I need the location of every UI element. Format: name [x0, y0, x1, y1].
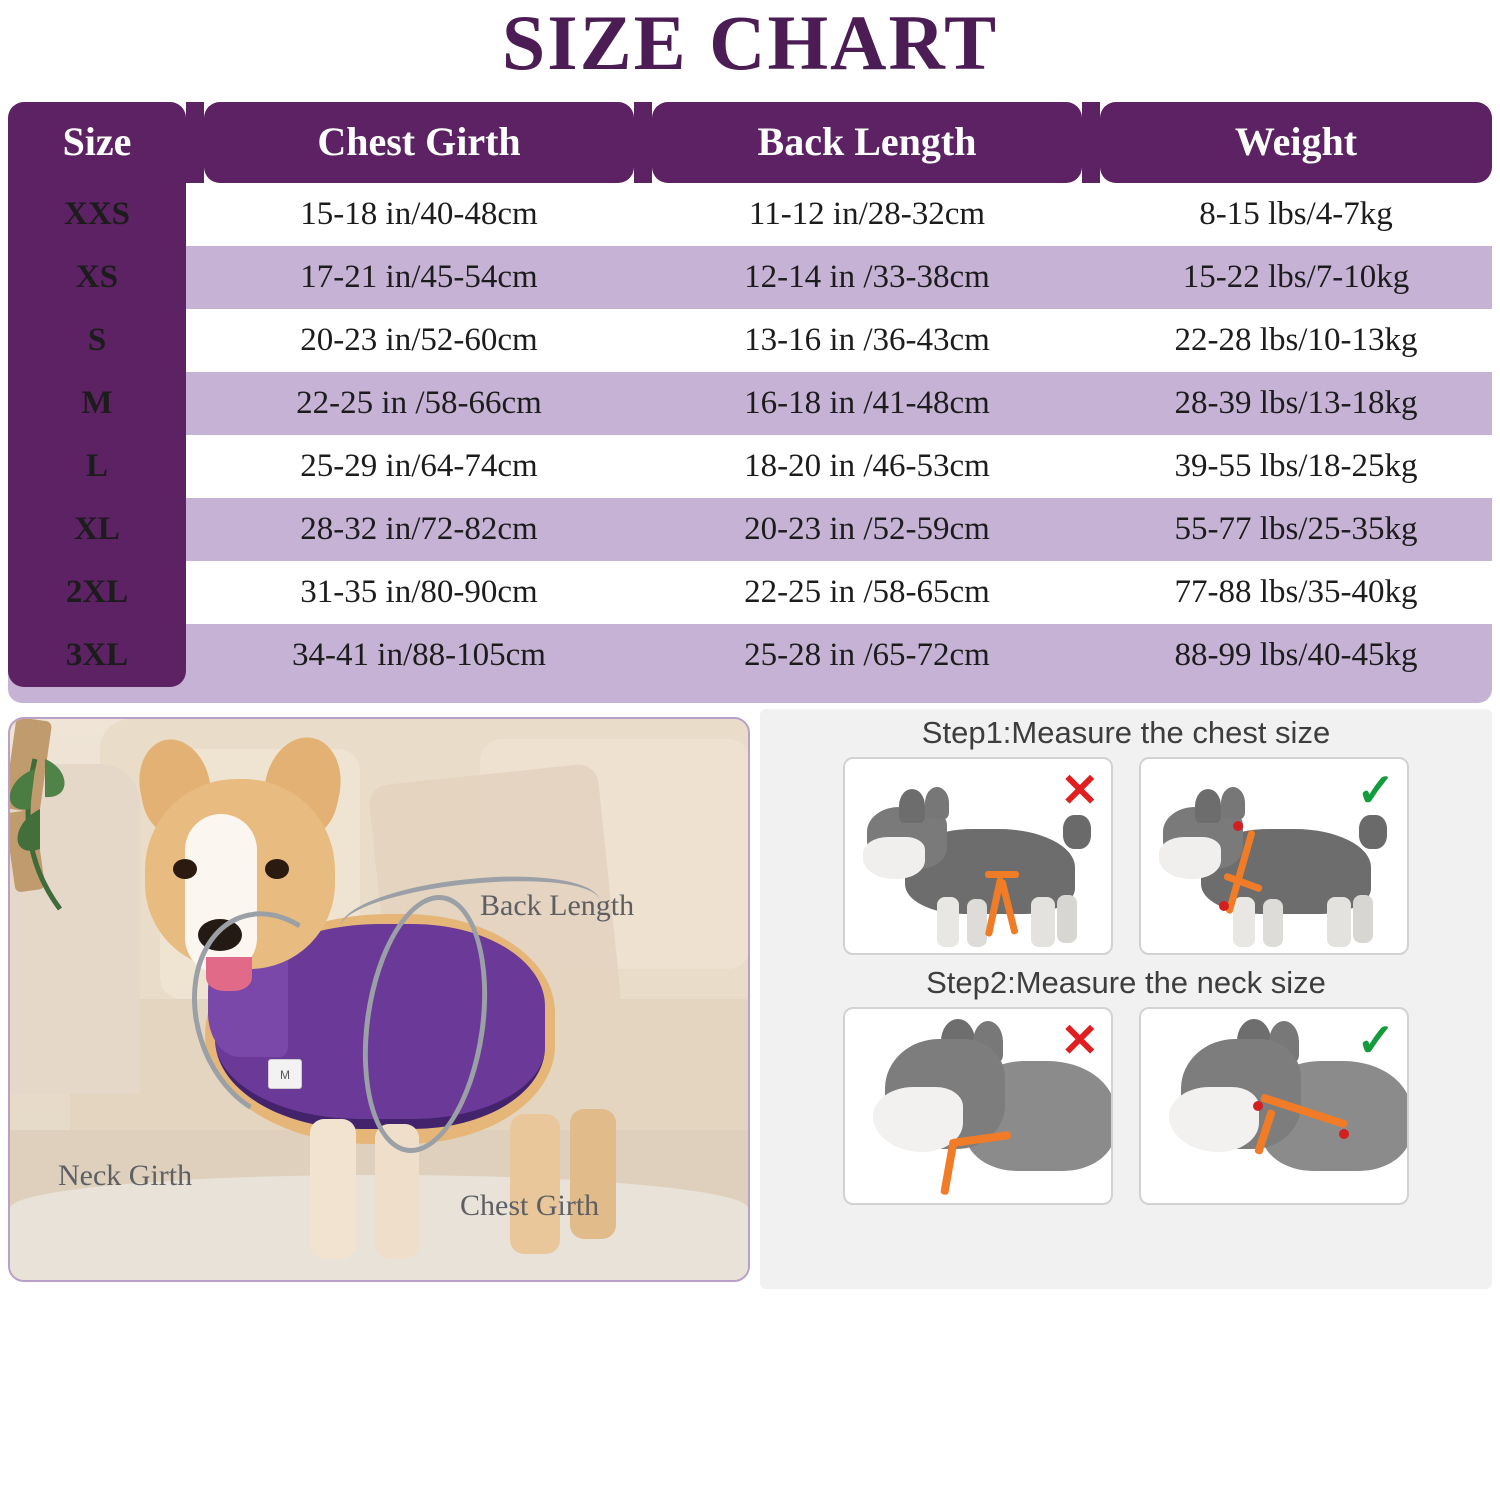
cell-gap: [634, 435, 652, 498]
plant-icon: [8, 739, 90, 919]
bottom-section: [0, 709, 1500, 1289]
cell-size: XS: [8, 246, 186, 309]
cell-gap: [186, 183, 204, 246]
measure-point: [1253, 1101, 1263, 1111]
step2-cards: [760, 1005, 1492, 1205]
cell-back: 11-12 in/28-32cm: [652, 183, 1082, 246]
cell-size: M: [8, 372, 186, 435]
cell-chest: 25-29 in/64-74cm: [204, 435, 634, 498]
dog-hind-leg: [1057, 895, 1077, 943]
cell-gap: [186, 498, 204, 561]
cell-back: 13-16 in /36-43cm: [652, 309, 1082, 372]
cell-gap: [1082, 435, 1100, 498]
wrong-mark-icon: ✕: [1060, 763, 1099, 816]
table-header-row: [8, 102, 1492, 183]
table-row: [8, 624, 1492, 687]
measure-steps-panel: [760, 709, 1492, 1289]
cell-gap: [186, 561, 204, 624]
table-row: [8, 246, 1492, 309]
cell-gap: [186, 309, 204, 372]
cell-gap: [1082, 498, 1100, 561]
dog-ear: [1221, 787, 1245, 819]
cell-chest: 17-21 in/45-54cm: [204, 246, 634, 309]
cell-chest: 31-35 in/80-90cm: [204, 561, 634, 624]
cell-gap: [186, 246, 204, 309]
table-row: [8, 498, 1492, 561]
cell-weight: 39-55 lbs/18-25kg: [1100, 435, 1492, 498]
dog-hind-leg: [1353, 895, 1373, 943]
step2-wrong-card: [843, 1007, 1113, 1205]
cell-weight: 8-15 lbs/4-7kg: [1100, 183, 1492, 246]
table-row: [8, 561, 1492, 624]
dog-tail: [1359, 815, 1387, 849]
product-photo: [8, 717, 750, 1282]
dog-beard: [1159, 837, 1221, 879]
measure-point: [1219, 901, 1229, 911]
table-row: [8, 435, 1492, 498]
dog-eye: [265, 859, 289, 879]
cell-weight: 28-39 lbs/13-18kg: [1100, 372, 1492, 435]
cell-gap: [634, 309, 652, 372]
dog-beard: [863, 837, 925, 879]
cell-gap: [1082, 246, 1100, 309]
cell-gap: [634, 372, 652, 435]
dog-hind-leg: [1031, 897, 1055, 947]
step1-title: Step1:Measure the chest size: [921, 714, 1331, 750]
header-gap: [1082, 102, 1100, 183]
cell-gap: [634, 624, 652, 687]
dog-front-leg: [937, 897, 959, 947]
step2-right-card: [1139, 1007, 1409, 1205]
table-row: [8, 309, 1492, 372]
cell-gap: [186, 624, 204, 687]
cell-gap: [634, 498, 652, 561]
dog-hind-leg: [510, 1114, 560, 1254]
measure-point: [1233, 821, 1243, 831]
cell-chest: 22-25 in /58-66cm: [204, 372, 634, 435]
measure-point: [1339, 1129, 1349, 1139]
column-header-back-length: Back Length: [652, 102, 1082, 183]
cell-back: 16-18 in /41-48cm: [652, 372, 1082, 435]
cell-gap: [1082, 309, 1100, 372]
column-header-weight: Weight: [1100, 102, 1492, 183]
cell-size: XXS: [8, 183, 186, 246]
dog-front-leg: [310, 1119, 356, 1259]
cell-size: XL: [8, 498, 186, 561]
step1-wrong-card: [843, 757, 1113, 955]
dog-front-leg: [1263, 899, 1283, 947]
step1-right-card: [1139, 757, 1409, 955]
cell-weight: 77-88 lbs/35-40kg: [1100, 561, 1492, 624]
dog-front-leg: [967, 899, 987, 947]
cell-weight: 55-77 lbs/25-35kg: [1100, 498, 1492, 561]
cell-weight: 22-28 lbs/10-13kg: [1100, 309, 1492, 372]
cell-back: 12-14 in /33-38cm: [652, 246, 1082, 309]
cell-gap: [634, 561, 652, 624]
cell-chest: 15-18 in/40-48cm: [204, 183, 634, 246]
dog-hind-leg: [1327, 897, 1351, 947]
dog-eye: [173, 859, 197, 879]
cell-weight: 15-22 lbs/7-10kg: [1100, 246, 1492, 309]
cell-gap: [1082, 624, 1100, 687]
cell-back: 25-28 in /65-72cm: [652, 624, 1082, 687]
header-gap: [186, 102, 204, 183]
label-back-length: Back Length: [480, 888, 635, 922]
label-neck-girth: Neck Girth: [58, 1158, 193, 1192]
cell-chest: 28-32 in/72-82cm: [204, 498, 634, 561]
cell-gap: [1082, 561, 1100, 624]
cell-chest: 20-23 in/52-60cm: [204, 309, 634, 372]
cell-size: 2XL: [8, 561, 186, 624]
size-chart-table-wrap: [8, 102, 1492, 687]
cell-back: 20-23 in /52-59cm: [652, 498, 1082, 561]
cell-gap: [186, 372, 204, 435]
size-tag: M: [268, 1059, 302, 1089]
dog-tail: [1063, 815, 1091, 849]
wrong-mark-icon: ✕: [1060, 1013, 1099, 1066]
label-chest-girth: Chest Girth: [460, 1188, 600, 1222]
measuring-tape: [985, 871, 1019, 878]
header-gap: [634, 102, 652, 183]
cell-size: S: [8, 309, 186, 372]
dog-ear: [925, 787, 949, 819]
cell-weight: 88-99 lbs/40-45kg: [1100, 624, 1492, 687]
cell-gap: [186, 435, 204, 498]
right-mark-icon: ✓: [1356, 763, 1395, 816]
cell-gap: [634, 183, 652, 246]
dog-ear: [899, 789, 925, 823]
right-mark-icon: ✓: [1356, 1013, 1395, 1066]
step1-cards: [760, 755, 1492, 955]
cell-gap: [1082, 372, 1100, 435]
page-title: SIZE CHART: [501, 0, 999, 86]
cell-size: 3XL: [8, 624, 186, 687]
column-header-size: Size: [8, 102, 186, 183]
size-chart-table: [8, 102, 1492, 687]
cell-size: L: [8, 435, 186, 498]
dog-beard: [1169, 1087, 1259, 1152]
table-row: [8, 183, 1492, 246]
cell-gap: [1082, 183, 1100, 246]
cell-chest: 34-41 in/88-105cm: [204, 624, 634, 687]
cell-gap: [634, 246, 652, 309]
table-row: [8, 372, 1492, 435]
cell-back: 18-20 in /46-53cm: [652, 435, 1082, 498]
dog-ear: [1195, 789, 1221, 823]
cell-back: 22-25 in /58-65cm: [652, 561, 1082, 624]
step2-title: Step2:Measure the neck size: [926, 964, 1326, 1000]
dog-front-leg: [1233, 897, 1255, 947]
column-header-chest-girth: Chest Girth: [204, 102, 634, 183]
